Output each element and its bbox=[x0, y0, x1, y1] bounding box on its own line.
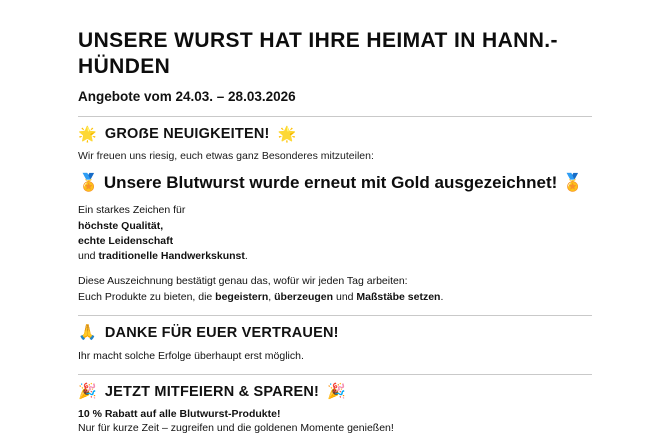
reason-intro: Ein starkes Zeichen für bbox=[78, 204, 186, 217]
discount-offer-text: 10 % Rabatt auf alle Blutwurst-Produkte! bbox=[78, 407, 281, 420]
award-headline bbox=[78, 172, 592, 193]
offer-sub-suffix: genießen! bbox=[344, 421, 394, 434]
star-icon-right: 🌟 bbox=[277, 125, 297, 143]
party-popper-icon-right: 🎉 bbox=[327, 383, 346, 401]
divider-bottom bbox=[78, 374, 592, 375]
reason-line-2: echte Leidenschaft bbox=[78, 234, 174, 247]
page-title: UNSERE WURST HAT IHRE HEIMAT IN HANN.-HÜNDEN bbox=[78, 29, 558, 78]
medal-icon-left: 🏅 bbox=[78, 173, 100, 193]
confirm-strong-1: begeistern bbox=[215, 290, 269, 303]
news-title-text: GROẞE NEUIGKEITEN! bbox=[104, 126, 270, 143]
reason-line-3-prefix: und bbox=[78, 250, 99, 263]
offer-period-subtitle: Angebote vom 24.03. – 28.03.2026 bbox=[78, 89, 296, 105]
discount-offer-subtext bbox=[78, 422, 592, 434]
star-icon-left: 🌟 bbox=[78, 125, 97, 143]
confirm-line-2-prefix: Euch Produkte zu bieten, die bbox=[78, 290, 216, 303]
divider-middle bbox=[78, 315, 592, 316]
award-headline-text: Unsere Blutwurst wurde erneut mit Gold ausgezeichnet! bbox=[103, 173, 558, 193]
offer-sub-prefix: Nur für kurze Zeit – zugreifen und die bbox=[78, 421, 255, 434]
section-title-news bbox=[78, 126, 592, 142]
award-reasons bbox=[78, 203, 592, 264]
offer-sub-emphasis: goldenen Momente bbox=[254, 421, 345, 434]
section-title-celebrate bbox=[78, 384, 592, 400]
confirm-mid-2: und bbox=[333, 290, 357, 303]
confirm-strong-2: überzeugen bbox=[274, 290, 334, 303]
confirm-line-1: Diese Auszeichnung bestätigt genau das, wofür wir jeden Tag arbeiten: bbox=[78, 275, 408, 288]
celebrate-title-text: JETZT MITFEIERN & SPAREN! bbox=[104, 383, 320, 400]
confirm-line-2 bbox=[78, 290, 592, 305]
thanks-text: Ihr macht solche Erfolge überhaupt erst möglich. bbox=[78, 349, 304, 362]
medal-icon-right: 🏅 bbox=[562, 173, 584, 193]
divider-top bbox=[78, 116, 592, 117]
confirm-suffix: . bbox=[440, 290, 444, 303]
reason-line-3-strong: traditionelle Handwerkskunst bbox=[98, 250, 245, 263]
reason-line-3-suffix: . bbox=[244, 250, 248, 263]
party-popper-icon-left: 🎉 bbox=[78, 383, 97, 401]
confirm-strong-3: Maßstäbe setzen bbox=[356, 290, 441, 303]
award-confirmation bbox=[78, 274, 592, 304]
reason-line-3 bbox=[78, 249, 592, 264]
news-lead-text: Wir freuen uns riesig, euch etwas ganz Besonderes mitzuteilen: bbox=[78, 150, 374, 163]
reason-line-1: höchste Qualität, bbox=[78, 219, 164, 232]
thanks-title-text: DANKE FÜR EUER VERTRAUEN! bbox=[104, 324, 339, 341]
section-title-thanks bbox=[78, 325, 592, 341]
confirm-mid-1: , bbox=[268, 290, 275, 303]
praying-hands-icon: 🙏 bbox=[78, 324, 97, 342]
